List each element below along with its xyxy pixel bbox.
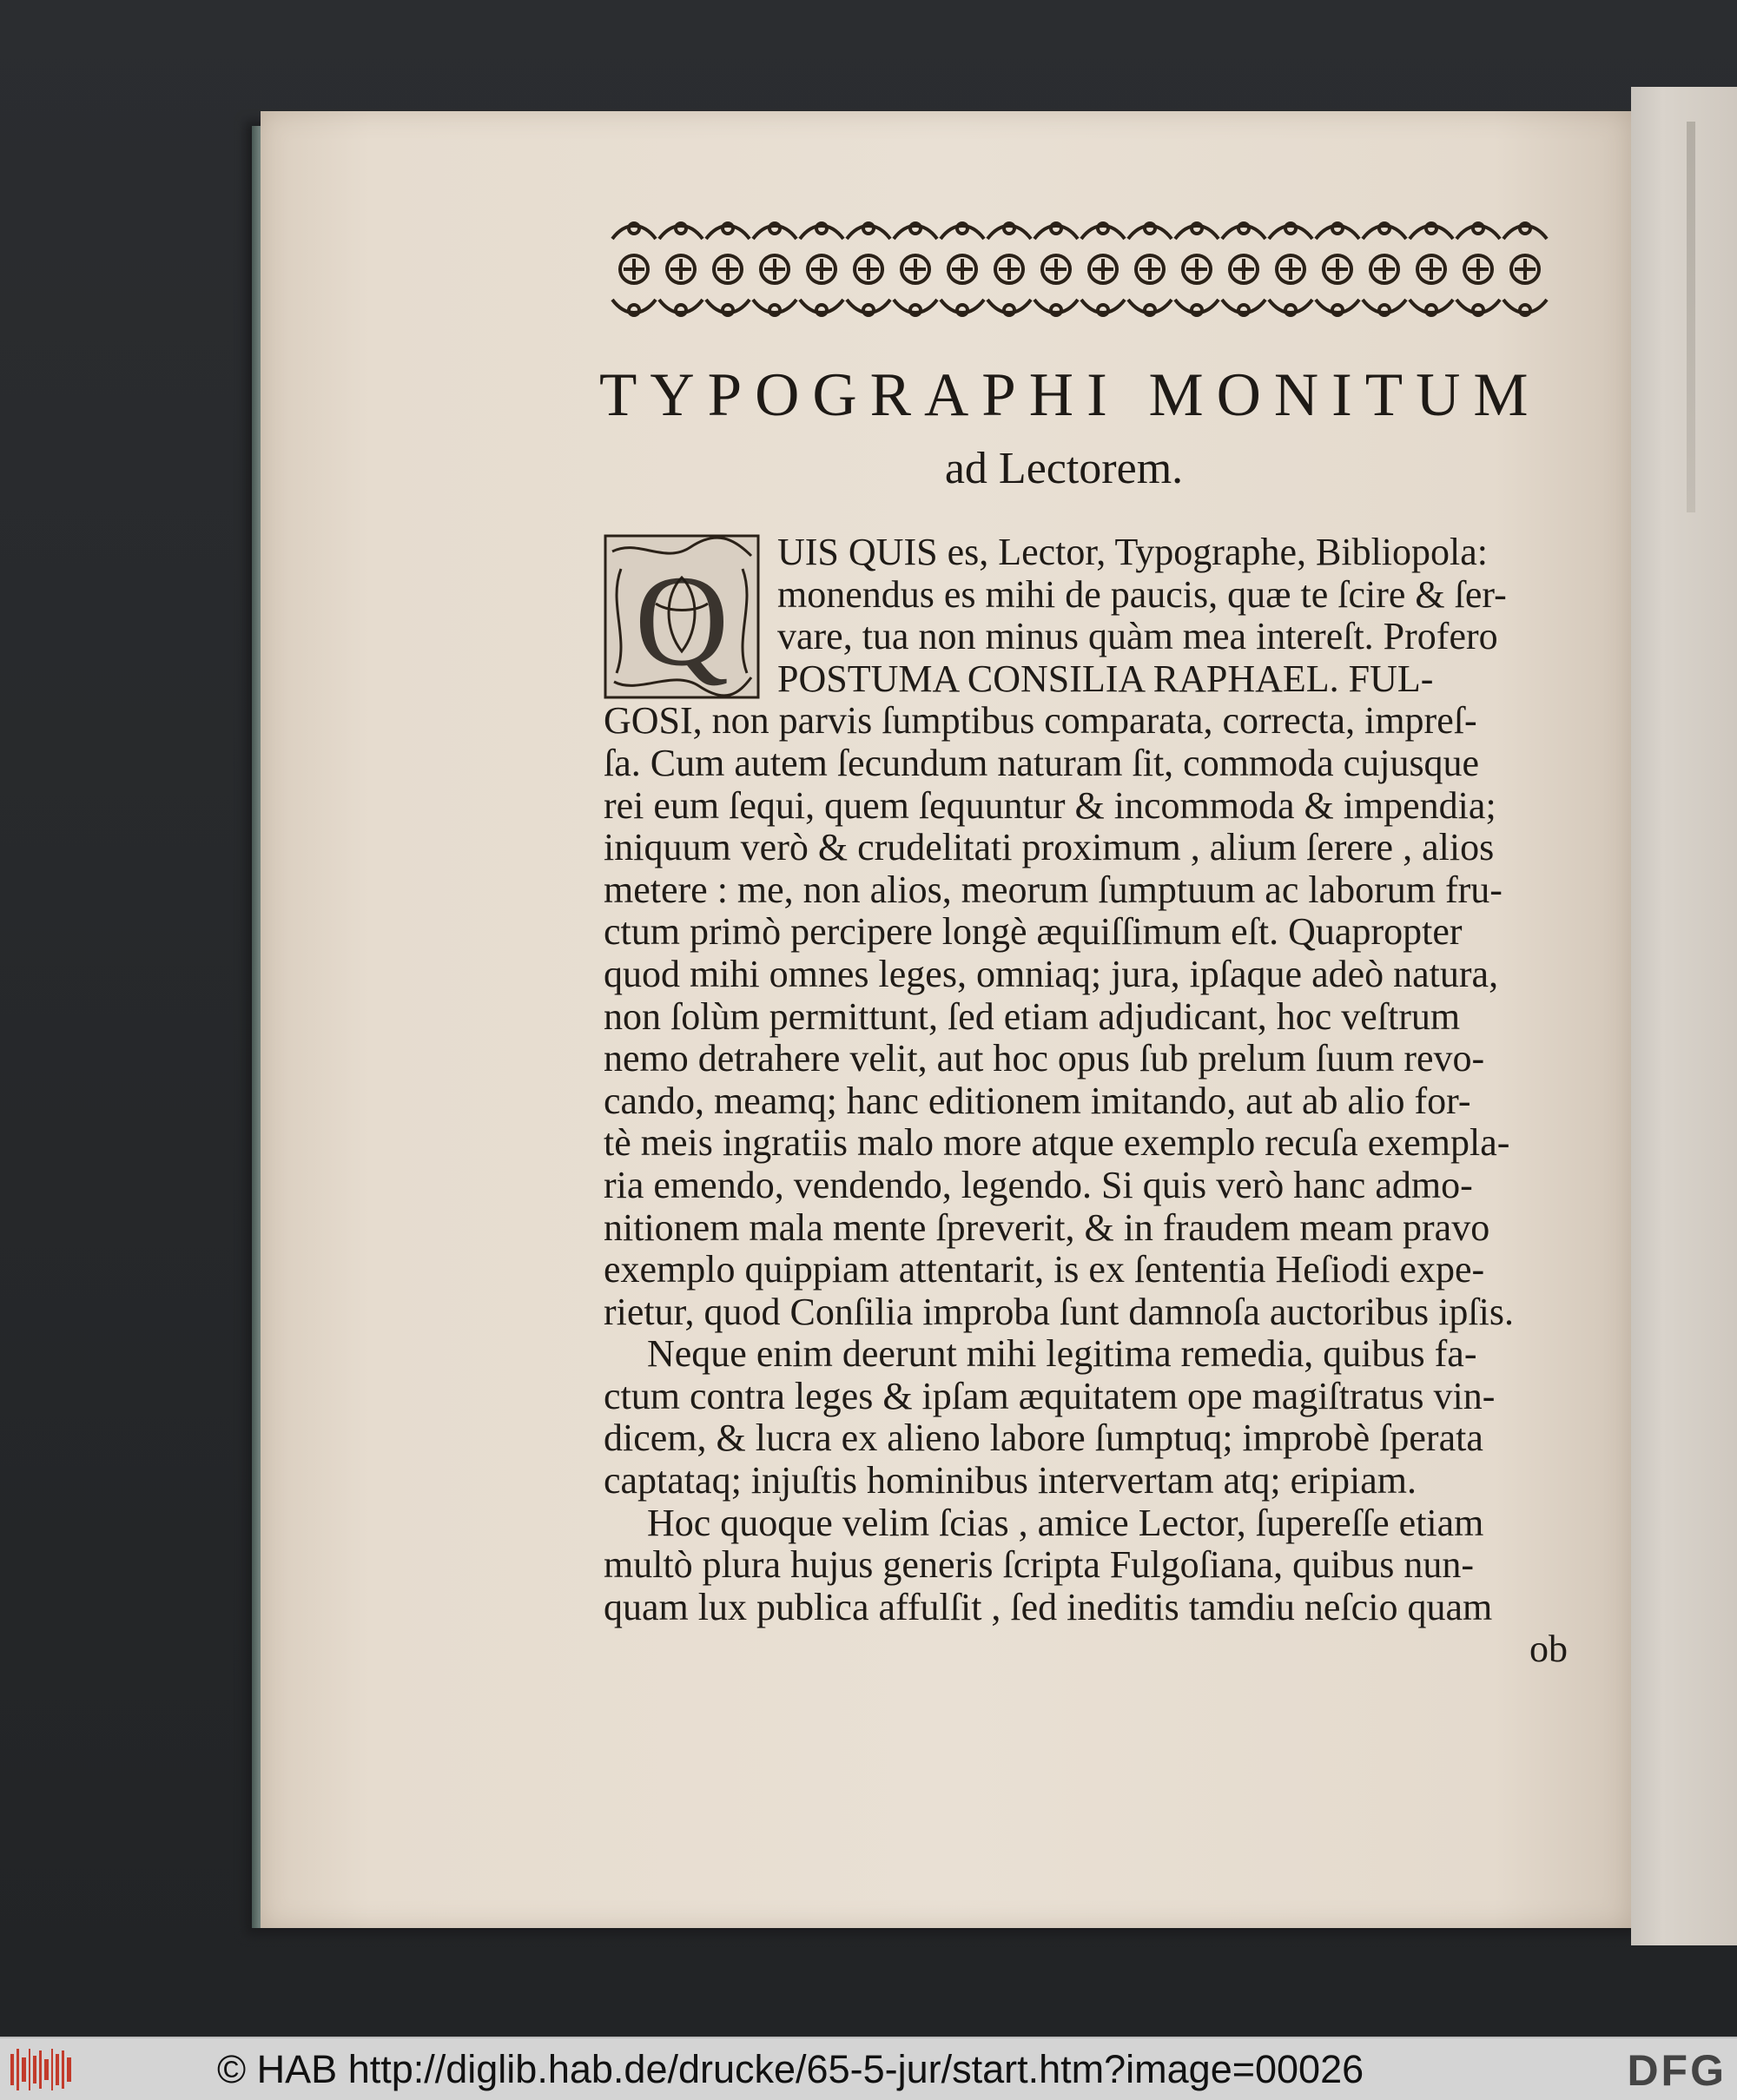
text-line: captataq; injuſtis hominibus intervertam atq; eripiam. [604, 1459, 1417, 1502]
text-line: ſa. Cum autem ſecundum naturam ſit, commoda cujusque [604, 741, 1480, 784]
text-line: UIS QUIS es, Lector, Typographe, Bibliopola: [777, 531, 1488, 573]
text-line: dicem, & lucra ex alieno labore ſumptuq; improbè ſperata [604, 1417, 1483, 1460]
text-line: quam lux publica affulſit , ſed ineditis tamdiu neſcio quam [604, 1585, 1493, 1628]
text-line: Neque enim deerunt mihi legitima remedia, quibus fa- [647, 1332, 1477, 1376]
copyright-url: © HAB http://diglib.hab.de/drucke/65-5-jur/start.htm?image=00026 [217, 2047, 1364, 2091]
footer-bar [0, 2037, 1737, 2100]
text-line: iniquum verò & crudelitati proximum , alium ſerere , alios [604, 826, 1495, 869]
facing-page-edge [1631, 87, 1737, 1945]
body-text [604, 532, 1568, 1671]
text-line: multò plura hujus generis ſcripta Fulgoſiana, quibus nun- [604, 1543, 1475, 1587]
text-line: cando, meamq; hanc editionem imitando, aut ab alio for- [604, 1079, 1471, 1122]
ornament-pattern [612, 223, 1547, 315]
ornament-band [608, 204, 1555, 334]
text-line: nitionem mala mente ſpreverit, & in fraudem meam pravo [604, 1205, 1490, 1249]
text-line: ctum primò percipere longè æquiſſimum eſt. Quapropter [604, 910, 1463, 954]
text-line: ob [1529, 1628, 1568, 1671]
text-line: POSTUMA CONSILIA RAPHAEL. FUL- [777, 657, 1434, 700]
text-line: vare, tua non minus quàm mea intereſt. Profero [777, 615, 1498, 658]
page-title: TYPOGRAPHI MONITUM [599, 361, 1542, 429]
text-line: non ſolùm permittunt, ſed etiam adjudicant, hoc veſtrum [604, 994, 1461, 1038]
text-line: tè meis ingratiis malo more atque exemplo recuſa exempla- [604, 1121, 1510, 1165]
text-line: rietur, quod Conſilia improba ſunt damnoſa auctoribus ipſis. [604, 1290, 1514, 1333]
page-subtitle: ad Lectorem. [944, 444, 1184, 493]
text-line: monendus es mihi de paucis, quæ te ſcire & ſer- [777, 572, 1507, 616]
text-line: exemplo quippiam attentarit, is ex ſententia Heſiodi expe- [604, 1248, 1485, 1291]
drop-cap-letter: Q [634, 549, 730, 693]
text-line: ria emendo, vendendo, legendo. Si quis verò hanc admo- [604, 1163, 1473, 1206]
facing-page-stripe [1687, 122, 1695, 512]
text-line: Hoc quoque velim ſcias , amice Lector, ſupereſſe etiam [647, 1501, 1484, 1544]
text-line: metere : me, non alios, meorum ſumptuum ac laborum fru- [604, 868, 1503, 911]
text-line: ctum contra leges & ipſam æquitatem ope magiſtratus vin- [604, 1374, 1496, 1417]
text-line: GOSI, non parvis ſumptibus comparata, correcta, impreſ- [604, 699, 1477, 743]
dfg-logo: DFG [1627, 2046, 1727, 2095]
text-line: quod mihi omnes leges, omniaq; jura, ipſaque adeò natura, [604, 952, 1499, 995]
barcode-logo [10, 2049, 73, 2090]
text-line: nemo detrahere velit, aut hoc opus ſub prelum ſuum revo- [604, 1037, 1485, 1080]
text-line: rei eum ſequi, quem ſequuntur & incommoda & impendia; [604, 783, 1496, 827]
